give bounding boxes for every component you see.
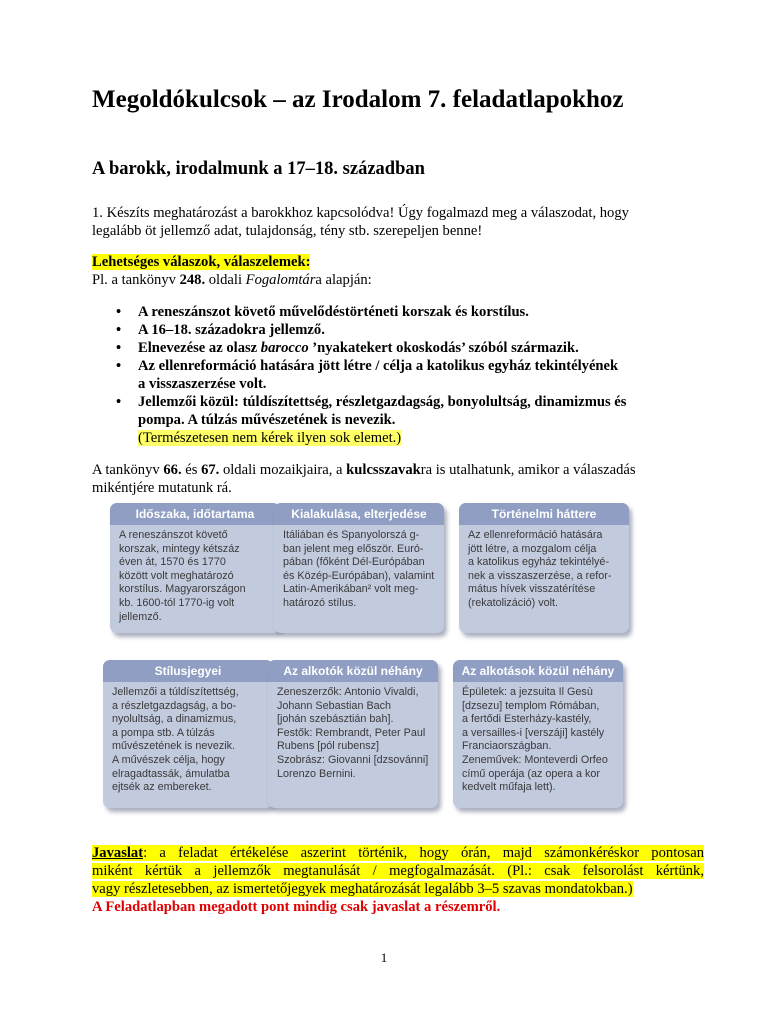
card-title: Stílusjegyei bbox=[103, 660, 273, 682]
red-note: A Feladatlapban megadott pont mindig csak javaslat a részemről. bbox=[92, 899, 501, 915]
javaslat-label: Javaslat bbox=[92, 845, 144, 861]
card-body: Épületek: a jezsuita Il Gesù [dzsezu] templom Rómában, a fertődi Esterházy-kastély, a versailles-i [verszáji] kastély Franciaországban. Zeneművek: Monteverdi Orfeo című operája (az opera a kor kedvelt műfaja lett). bbox=[462, 686, 608, 794]
card-title: Az alkotások közül néhány bbox=[453, 660, 623, 682]
card-title: Kialakulása, elterjedése bbox=[274, 503, 444, 525]
page-number: 1 bbox=[380, 950, 388, 965]
info-card bbox=[103, 660, 273, 808]
answers-block bbox=[92, 253, 372, 289]
info-card bbox=[453, 660, 623, 808]
info-card bbox=[459, 503, 629, 633]
info-card bbox=[110, 503, 280, 633]
page-title: Megoldókulcsok – az Irodalom 7. feladatlapokhoz bbox=[92, 86, 624, 113]
source-line: Pl. a tankönyv 248. oldali Fogalomtára alapján: bbox=[92, 272, 372, 288]
answers-heading: Lehetséges válaszok, válaszelemek: bbox=[92, 254, 311, 270]
card-body: Zeneszerzők: Antonio Vivaldi, Johann Sebastian Bach [johán szebásztián bah]. Festők: Rembrandt, Peter Paul Rubens [pól rubensz] Szobrász: Giovanni [dzsovánni] Lorenzo Bernini. bbox=[277, 686, 429, 780]
javaslat-block: Javaslat: a feladat értékelése aszerint történik, hogy órán, majd számonkéréskor pontosan miként kértük a jellemzők megtanulását / megfogalmazását. (Pl.: csak felsorolást kértünk, vagy részletesebben, az ismertetőjegyek meghatározását legalább 3–5 szavas mondatokban.) A Feladatlapban megadott pont mindig csak javaslat a részemről. bbox=[92, 845, 704, 915]
info-card bbox=[268, 660, 438, 808]
card-body: Jellemzői a túldíszítettség, a részletgazdagság, a bo- nyolultság, a dinamizmus, a pompa stb. A túlzás művészetének is nevezik. A művészek célja, hogy elragadtassák, ámulatba ejtsék az embereket. bbox=[112, 686, 239, 794]
bullet-note: (Természetesen nem kérek ilyen sok elemet.) bbox=[138, 430, 402, 446]
question-line-2: legalább öt jellemző adat, tulajdonság, tény stb. szerepeljen benne! bbox=[92, 223, 483, 239]
card-title: Történelmi háttere bbox=[459, 503, 629, 525]
list-item: • A 16–18. századokra jellemző. bbox=[116, 322, 325, 338]
section-title: A barokk, irodalmunk a 17–18. században bbox=[92, 159, 425, 179]
list-item: • Az ellenreformáció hatására jött létre / célja a katolikus egyház tekintélyének a visszaszerzése volt. bbox=[116, 358, 619, 392]
list-item: • Elnevezése az olasz barocco ’nyakatekert okoskodás’ szóból származik. bbox=[116, 340, 579, 356]
mosaic-paragraph: A tankönyv 66. és 67. oldali mozaikjaira, a kulcsszavakra is utalhatunk, amikor a válaszadás mikéntjére mutatunk rá. bbox=[92, 462, 636, 496]
card-body: Itáliában és Spanyolorszá g- ban jelent meg először. Euró- pában (főként Dél-Európában és Közép-Európában), valamint Latin-Amerikában² volt meg- határozó stílus. bbox=[283, 529, 435, 609]
list-item: • Jellemzői közül: túldíszítettség, részletgazdagság, bonyolultság, dinamizmus és pompa. A túlzás művészetének is nevezik. (Természetesen nem kérek ilyen sok elemet.) bbox=[116, 394, 627, 446]
card-title: Az alkotók közül néhány bbox=[268, 660, 438, 682]
answer-bullets bbox=[92, 303, 672, 447]
question-line-1: 1. Készíts meghatározást a barokkhoz kapcsolódva! Úgy fogalmazd meg a válaszodat, hogy bbox=[92, 205, 629, 221]
card-title: Időszaka, időtartama bbox=[110, 503, 280, 525]
list-item: • A reneszánszot követő művelődéstörténeti korszak és korstílus. bbox=[116, 304, 529, 320]
info-card bbox=[274, 503, 444, 633]
question-1 bbox=[92, 204, 629, 240]
card-body: A reneszánszot követő korszak, mintegy kétszáz éven át, 1570 és 1770 között volt meghatározó korstílus. Magyarországon kb. 1600-tól 1770-ig volt jellemző. bbox=[119, 529, 246, 623]
card-body: Az ellenreformáció hatására jött létre, a mozgalom célja a katolikus egyház tekintélyé- nek a visszaszerzése, a refor- mátus hívek visszatérítése (rekatolizáció) volt. bbox=[468, 529, 612, 609]
